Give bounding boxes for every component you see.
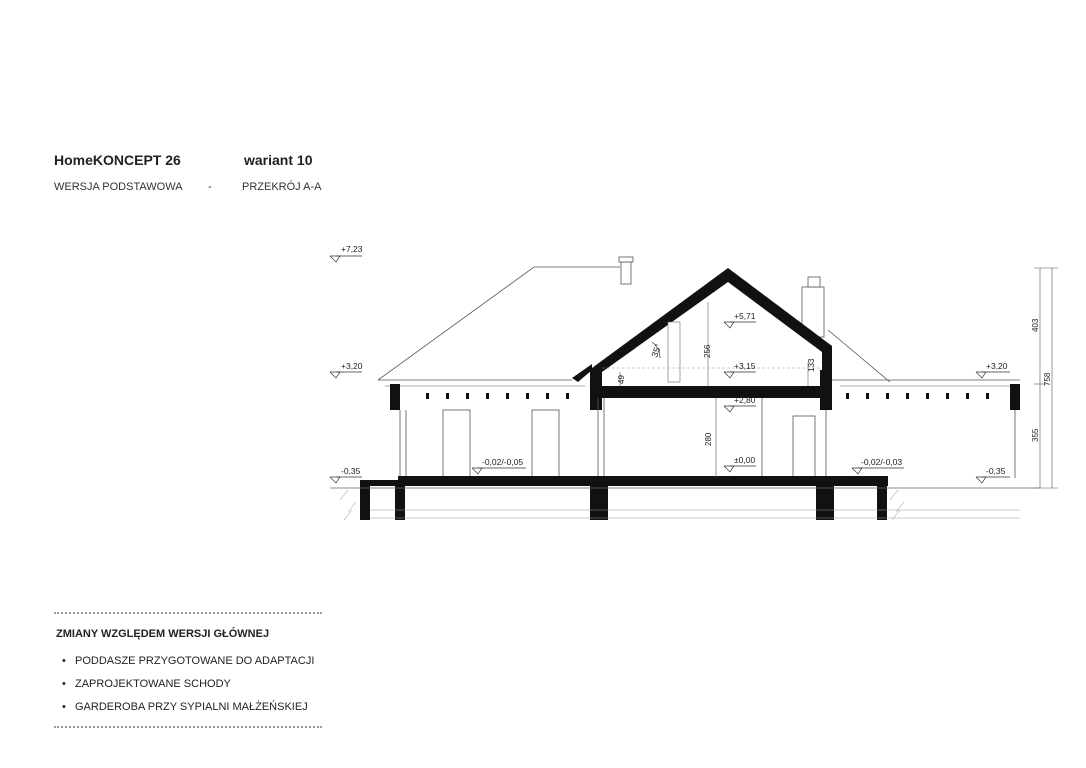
roof-eave-left — [572, 364, 592, 382]
door-2 — [532, 410, 559, 478]
foundation-1 — [360, 486, 370, 520]
level-ground-left: -0,35 — [341, 466, 361, 476]
door-3 — [793, 416, 815, 478]
roof-angle-label: 35° — [649, 342, 664, 359]
level-floor-right: -0,02/-0,03 — [861, 457, 903, 467]
level-zero: ±0,00 — [734, 455, 756, 465]
floor-topping — [398, 476, 888, 480]
project-title: HomeKONCEPT 26 — [54, 152, 181, 168]
changes-title: ZMIANY WZGLĘDEM WERSJI GŁÓWNEJ — [56, 628, 270, 640]
dim-knee-wall: 133 — [807, 358, 816, 372]
level-attic-floor: +3,15 — [734, 361, 756, 371]
change-item-label: ZAPROJEKTOWANE SCHODY — [75, 678, 231, 690]
wall-top-right — [1010, 384, 1020, 410]
subtitle-separator: - — [208, 181, 212, 193]
floor-slab — [360, 480, 888, 486]
dim-total-height: 758 — [1043, 372, 1052, 386]
dim-wall-height: 355 — [1031, 428, 1040, 442]
roof-outline-right — [828, 330, 890, 382]
list-item — [62, 676, 314, 699]
roof-outline-left — [378, 267, 620, 380]
divider-bottom — [54, 726, 322, 728]
variant-title: wariant 10 — [244, 152, 313, 168]
attic-slab — [590, 386, 832, 398]
chimney-left — [621, 262, 631, 284]
foundation-2 — [395, 486, 405, 520]
version-label: WERSJA PODSTAWOWA — [54, 181, 183, 193]
bullet-icon: • — [62, 655, 66, 667]
wall-top-left — [390, 384, 400, 410]
change-item-label: GARDEROBA PRZY SYPIALNI MAŁŻEŃSKIEJ — [75, 701, 308, 713]
section-label: PRZEKRÓJ A-A — [242, 181, 322, 193]
level-attic-top: +5,71 — [734, 311, 756, 321]
dim-attic-height: 256 — [703, 344, 712, 358]
foundation-5 — [877, 486, 887, 520]
list-item — [62, 653, 314, 676]
changes-list — [62, 653, 314, 722]
door-1 — [443, 410, 470, 478]
change-item-label: PODDASZE PRZYGOTOWANE DO ADAPTACJI — [75, 655, 315, 667]
list-item — [62, 699, 314, 722]
level-eaves-right: +3,20 — [986, 361, 1008, 371]
chimney-cap-right — [808, 277, 820, 287]
foundation-4 — [816, 486, 834, 520]
divider-top — [54, 612, 322, 614]
dim-roof-height: 403 — [1031, 318, 1040, 332]
level-eaves-left: +3,20 — [341, 361, 363, 371]
bullet-icon: • — [62, 678, 66, 690]
attic-partition — [668, 322, 680, 382]
dim-room-height: 280 — [704, 432, 713, 446]
knee-wall-right — [820, 370, 832, 410]
dim-slab: 49 — [617, 375, 626, 384]
level-ground-right: -0,35 — [986, 466, 1006, 476]
foundation-3 — [590, 486, 608, 520]
chimney-cap-left — [619, 257, 633, 262]
knee-wall-left — [590, 370, 602, 410]
bullet-icon: • — [62, 701, 66, 713]
level-ceiling: +2,80 — [734, 395, 756, 405]
level-floor-left: -0,02/-0,05 — [482, 457, 524, 467]
level-ridge: +7,23 — [341, 244, 363, 254]
